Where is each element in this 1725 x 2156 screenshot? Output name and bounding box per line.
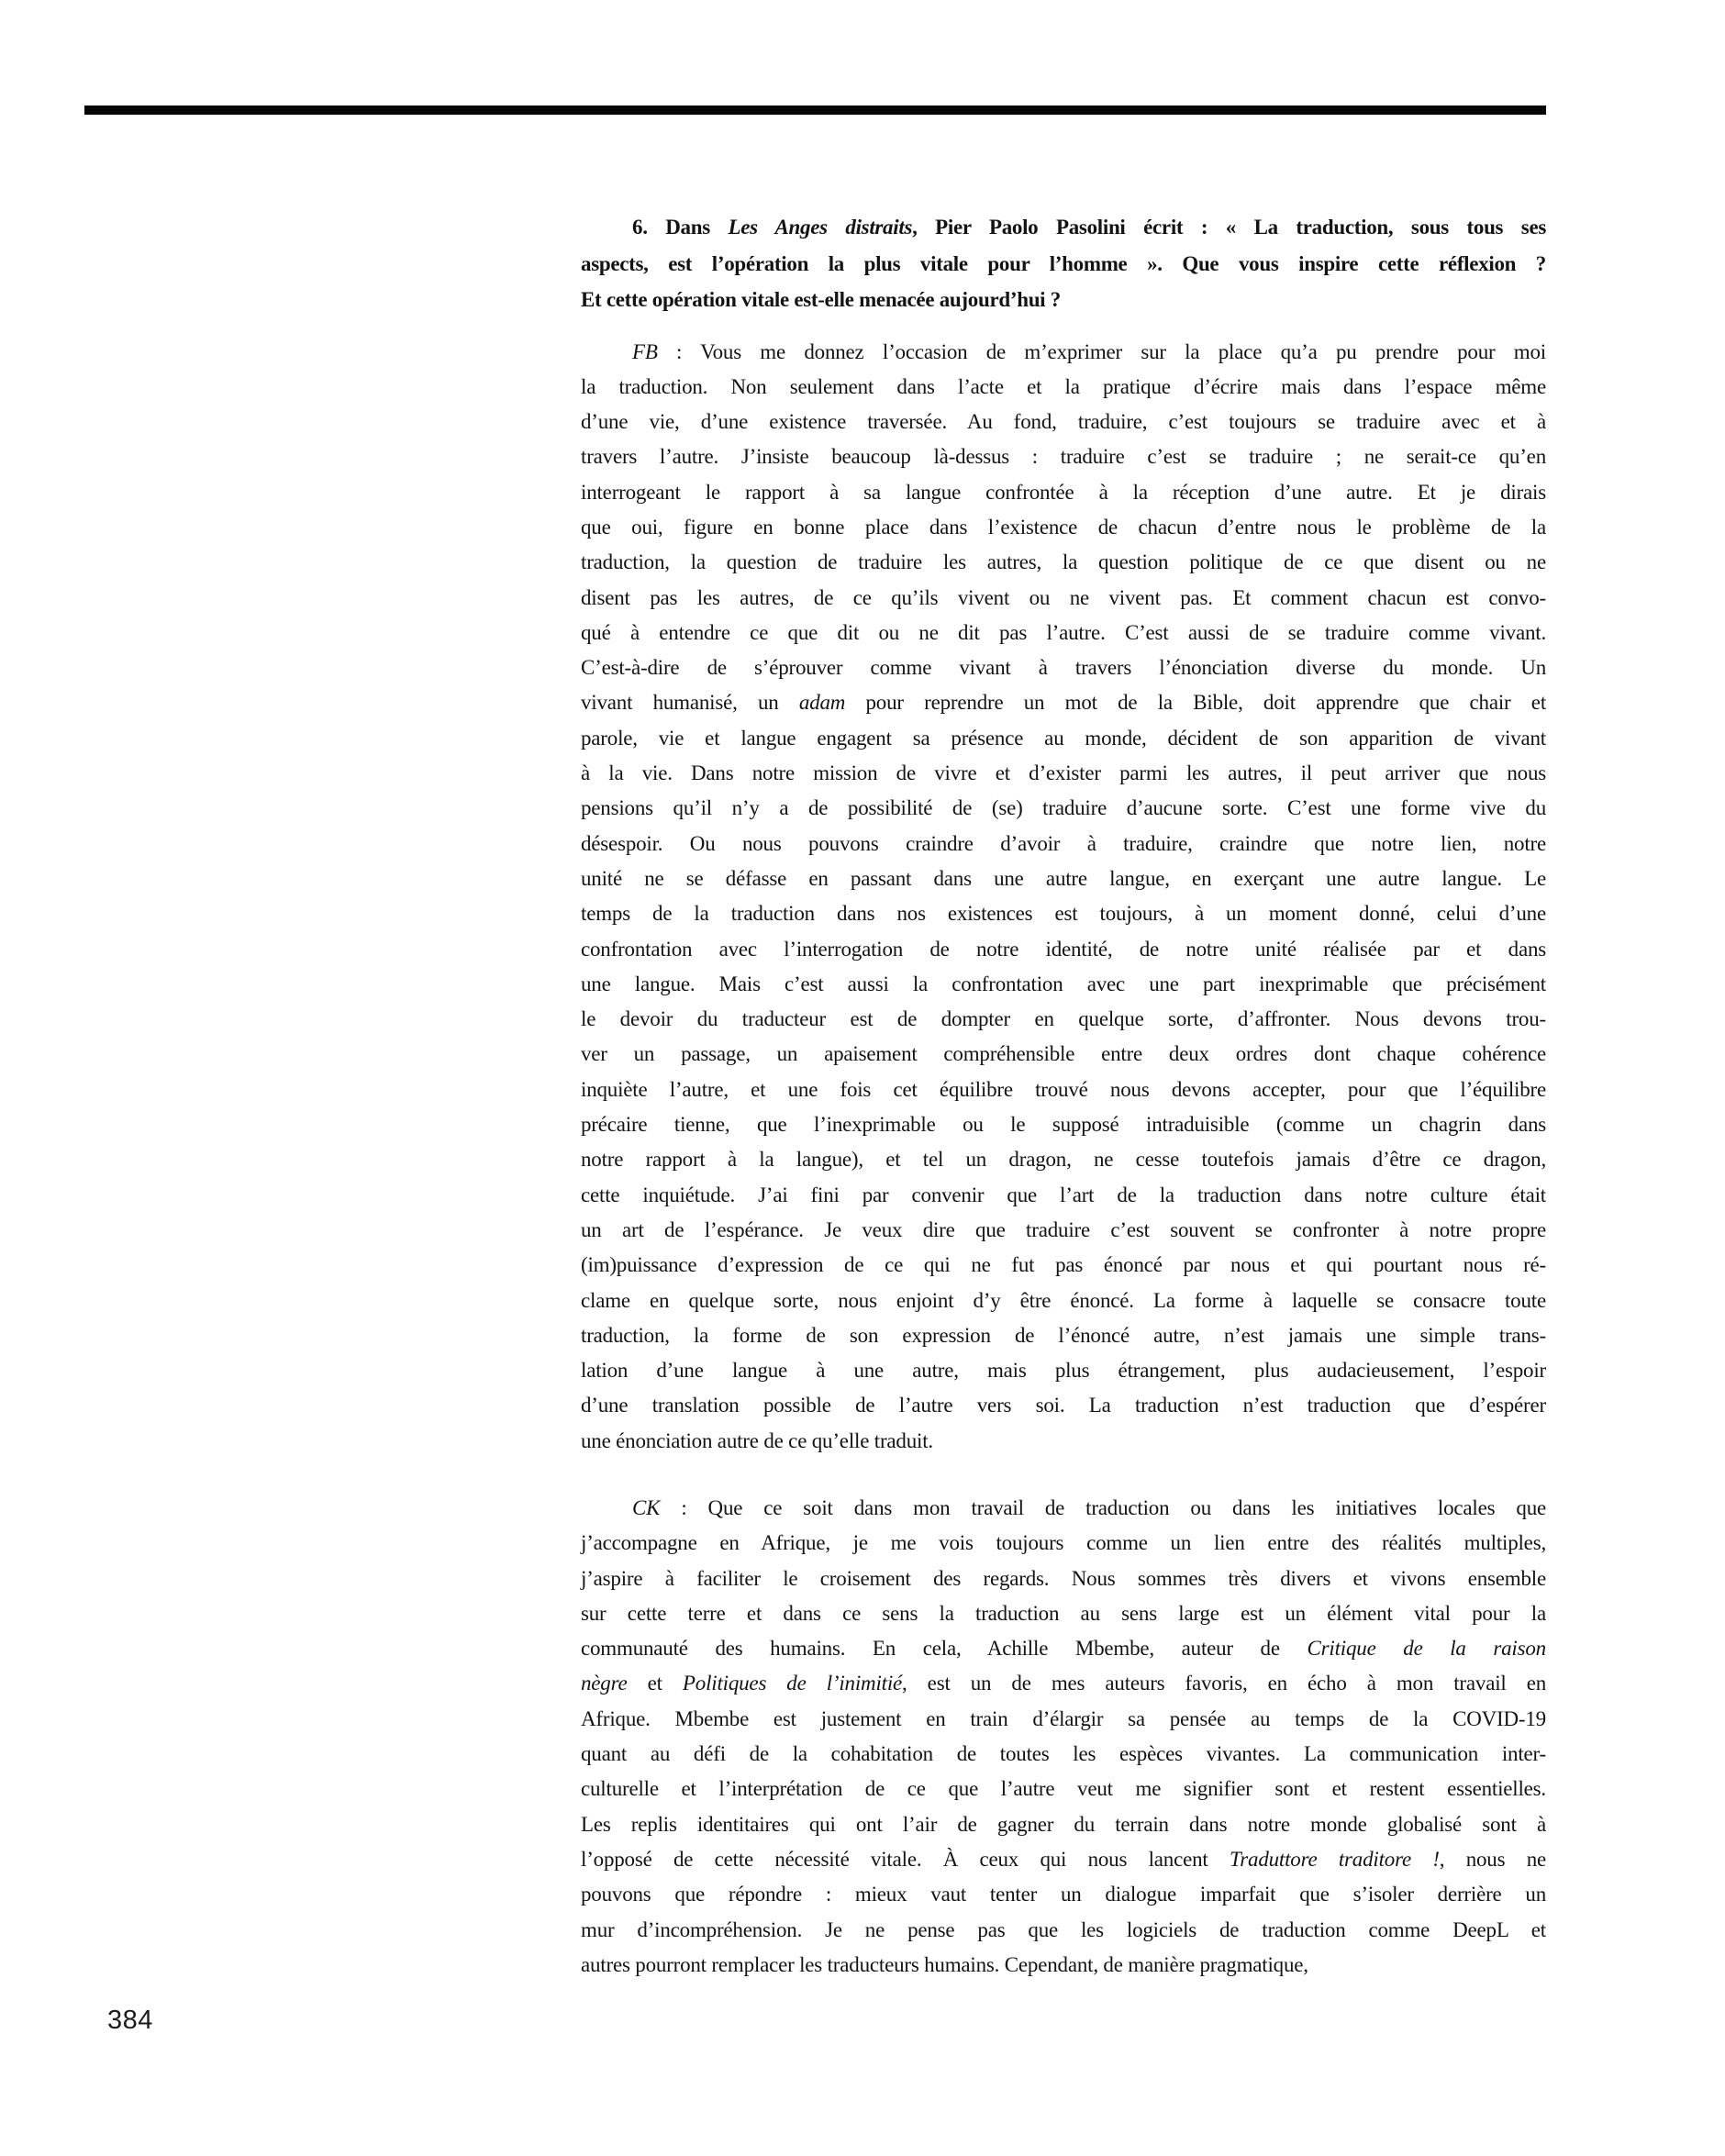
text-line: Les replis identitaires qui ont l’air de gagner du terrain dans notre monde globalisé sont à <box>581 1812 1546 1836</box>
text-line: le devoir du traducteur est de dompter en quelque sorte, d’affronter. Nous devons trou- <box>581 1007 1546 1031</box>
text-line: communauté des humains. En cela, Achille Mbembe, auteur de Critique de la raison <box>581 1637 1546 1661</box>
text-line: autres pourront remplacer les traducteurs humains. Cependant, de manière pragmatique, <box>581 1952 1308 1976</box>
text-line: culturelle et l’interprétation de ce que l’autre veut me signifier sont et restent essentielles. <box>581 1777 1546 1801</box>
text-line: Et cette opération vitale est-elle menacée aujourd’hui ? <box>581 288 1061 311</box>
interview-question <box>581 209 1546 318</box>
text-line: la traduction. Non seulement dans l’acte et la pratique d’écrire mais dans l’espace même <box>581 374 1546 398</box>
text-line: temps de la traduction dans nos existences est toujours, à un moment donné, celui d’une <box>581 902 1546 926</box>
text-line: unité ne se défasse en passant dans une autre langue, en exerçant une autre langue. Le <box>581 866 1546 890</box>
text-line: cette inquiétude. J’ai fini par convenir que l’art de la traduction dans notre culture était <box>581 1183 1546 1206</box>
text-line: aspects, est l’opération la plus vitale pour l’homme ». Que vous inspire cette réflexion ? <box>581 251 1546 275</box>
text-line: (im)puissance d’expression de ce qui ne fut pas énoncé par nous et qui pourtant nous ré- <box>581 1253 1546 1277</box>
text-line: désespoir. Ou nous pouvons craindre d’avoir à traduire, craindre que notre lien, notre <box>581 831 1546 855</box>
text-line: d’une vie, d’une existence traversée. Au fond, traduire, c’est toujours se traduire avec et à <box>581 410 1546 434</box>
text-line: Afrique. Mbembe est justement en train d’élargir sa pensée au temps de la COVID-19 <box>581 1706 1546 1730</box>
text-line: pouvons que répondre : mieux vaut tenter un dialogue imparfait que s’isoler derrière un <box>581 1883 1546 1906</box>
answer-ck <box>581 1491 1546 1983</box>
text-line: mur d’incompréhension. Je ne pense pas que les logiciels de traduction comme DeepL et <box>581 1917 1546 1941</box>
text-line: ver un passage, un apaisement compréhensible entre deux ordres dont chaque cohérence <box>581 1042 1546 1066</box>
text-line: vivant humanisé, un adam pour reprendre un mot de la Bible, doit apprendre que chair et <box>581 691 1547 715</box>
text-line: clame en quelque sorte, nous enjoint d’y être énoncé. La forme à laquelle se consacre toute <box>581 1288 1546 1312</box>
text-line: parole, vie et langue engagent sa présence au monde, décident de son apparition de vivant <box>581 726 1546 750</box>
text-line: j’accompagne en Afrique, je me vois toujours comme un lien entre des réalités multiples, <box>581 1531 1546 1555</box>
text-line: FB : Vous me donnez l’occasion de m’exprimer sur la place qu’a pu prendre pour moi <box>632 339 1546 363</box>
text-line: nègre et Politiques de l’inimitié, est un de mes auteurs favoris, en écho à mon travail en <box>581 1672 1547 1695</box>
text-column <box>581 0 1546 1983</box>
text-line: traduction, la question de traduire les autres, la question politique de ce que disent ou ne <box>581 550 1546 574</box>
text-line: l’opposé de cette nécessité vitale. À ceux qui nous lancent Traduttore traditore !, nous ne <box>581 1847 1547 1871</box>
text-line: 6. Dans Les Anges distraits, Pier Paolo Pasolini écrit : « La traduction, sous tous ses <box>632 216 1546 239</box>
text-line: un art de l’espérance. Je veux dire que traduire c’est souvent se confronter à notre propre <box>581 1217 1546 1241</box>
text-line: interrogeant le rapport à sa langue confrontée à la réception d’une autre. Et je dirais <box>581 480 1546 504</box>
text-line: CK : Que ce soit dans mon travail de traduction ou dans les initiatives locales que <box>632 1496 1546 1519</box>
text-line: quant au défi de la cohabitation de toutes les espèces vivantes. La communication inter- <box>581 1742 1546 1766</box>
text-line: j’aspire à faciliter le croisement des regards. Nous sommes très divers et vivons ensemble <box>581 1566 1546 1590</box>
text-line: à la vie. Dans notre mission de vivre et d’exister parmi les autres, il peut arriver que nous <box>581 761 1546 785</box>
text-line: pensions qu’il n’y a de possibilité de (se) traduire d’aucune sorte. C’est une forme vive du <box>581 796 1546 820</box>
text-line: notre rapport à la langue), et tel un dragon, ne cesse toutefois jamais d’être ce dragon, <box>581 1148 1546 1172</box>
text-line: d’une translation possible de l’autre vers soi. La traduction n’est traduction que d’espérer <box>581 1394 1546 1417</box>
text-line: que oui, figure en bonne place dans l’existence de chacun d’entre nous le problème de la <box>581 515 1546 539</box>
text-line: C’est-à-dire de s’éprouver comme vivant à travers l’énonciation diverse du monde. Un <box>581 656 1546 680</box>
text-line: disent pas les autres, de ce qu’ils vivent ou ne vivent pas. Et comment chacun est convo- <box>581 585 1546 609</box>
text-line: sur cette terre et dans ce sens la traduction au sens large est un élément vital pour la <box>581 1601 1546 1625</box>
text-line: travers l’autre. J’insiste beaucoup là-dessus : traduire c’est se traduire ; ne serait-ce qu’en <box>581 445 1546 469</box>
answer-fb <box>581 335 1546 1460</box>
page-number: 384 <box>107 2006 153 2035</box>
text-line: confrontation avec l’interrogation de notre identité, de notre unité réalisée par et dans <box>581 937 1546 961</box>
text-line: inquiète l’autre, et une fois cet équilibre trouvé nous devons accepter, pour que l’équilibre <box>581 1077 1546 1101</box>
text-line: précaire tienne, que l’inexprimable ou le supposé intraduisible (comme un chagrin dans <box>581 1113 1546 1137</box>
text-line: lation d’une langue à une autre, mais plus étrangement, plus audacieusement, l’espoir <box>581 1359 1546 1383</box>
text-line: une langue. Mais c’est aussi la confrontation avec une part inexprimable que précisément <box>581 972 1546 995</box>
text-line: une énonciation autre de ce qu’elle traduit. <box>581 1428 933 1452</box>
text-line: traduction, la forme de son expression de l’énoncé autre, n’est jamais une simple trans- <box>581 1323 1546 1347</box>
text-line: qué à entendre ce que dit ou ne dit pas l’autre. C’est aussi de se traduire comme vivant. <box>581 620 1546 644</box>
